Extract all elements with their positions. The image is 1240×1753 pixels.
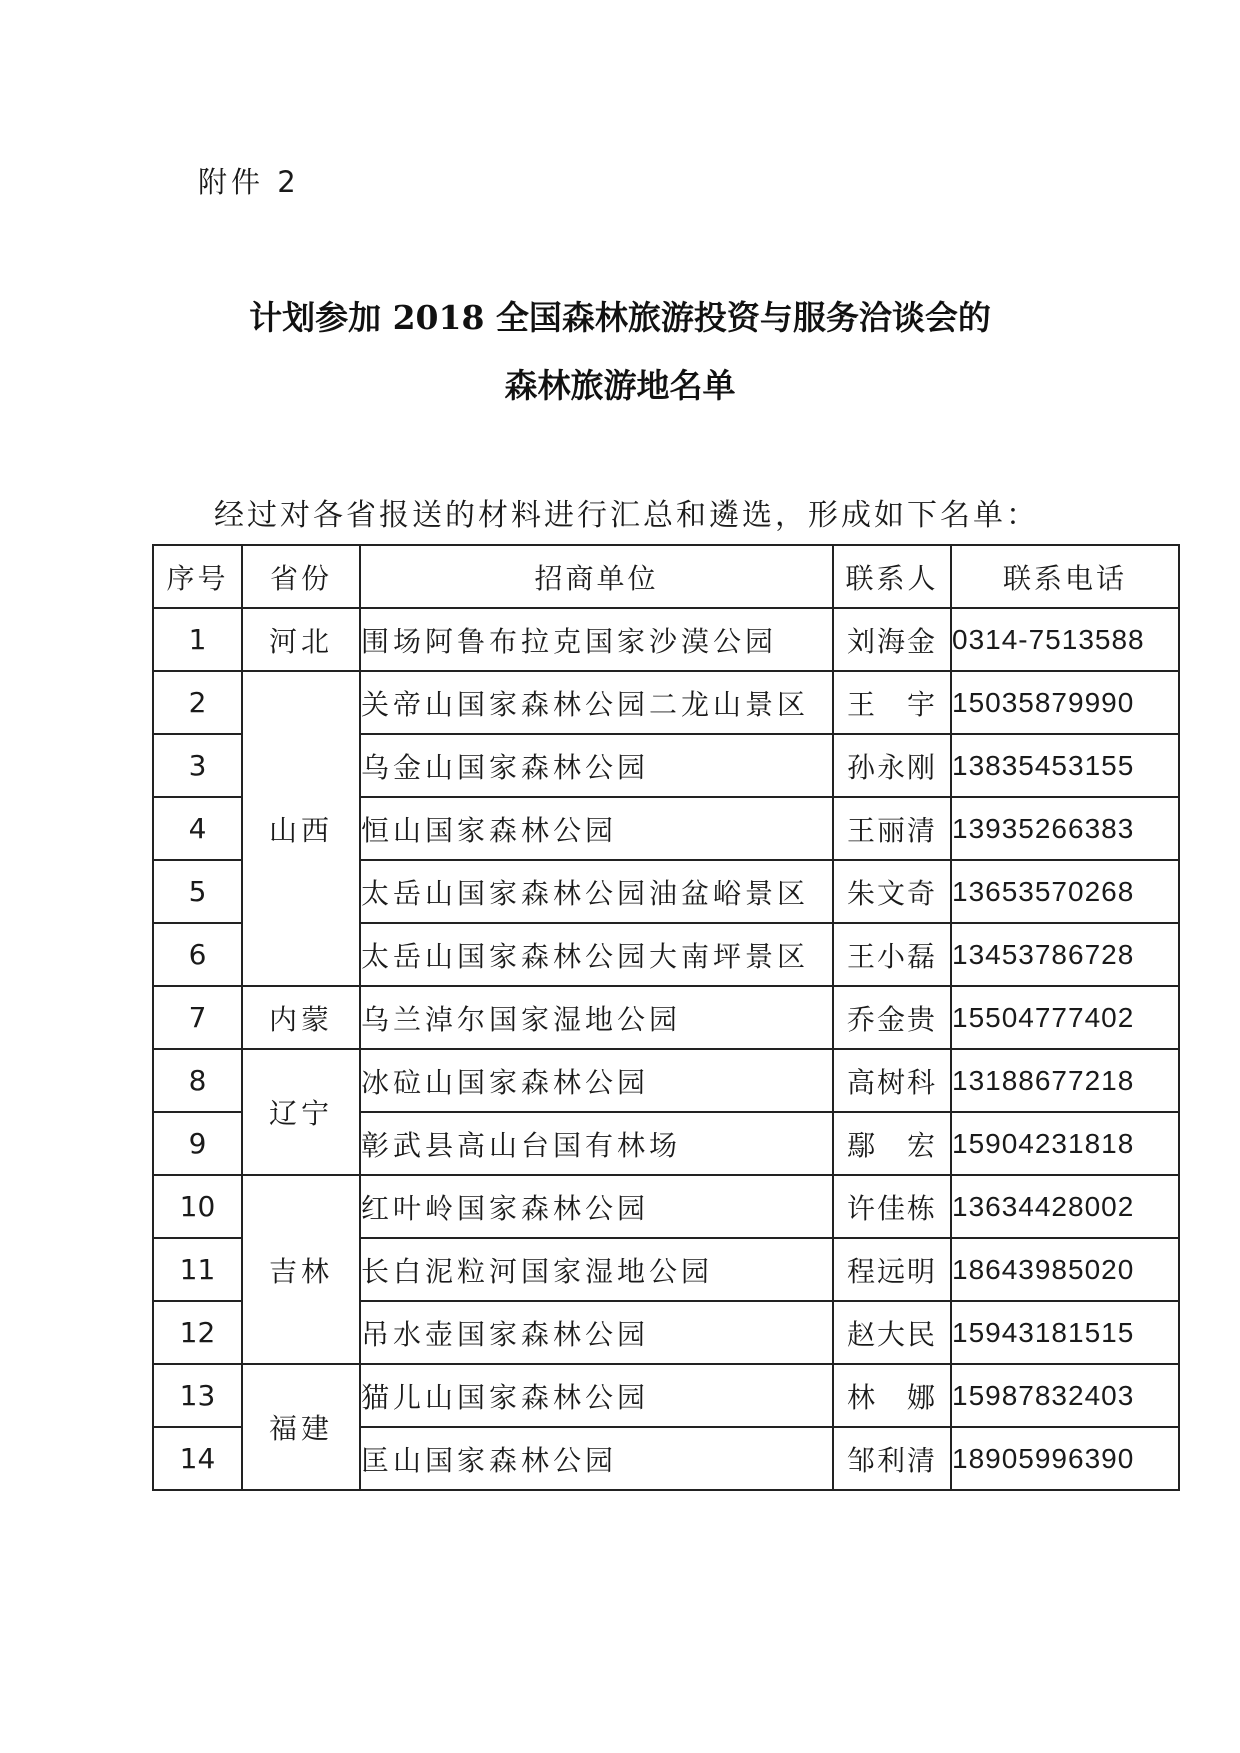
row-phone: 13188677218 <box>951 1049 1179 1112</box>
row-seq: 2 <box>153 671 242 734</box>
row-unit: 猫儿山国家森林公园 <box>360 1364 833 1427</box>
row-phone: 13935266383 <box>951 797 1179 860</box>
row-unit: 围场阿鲁布拉克国家沙漠公园 <box>360 608 833 671</box>
row-phone: 0314-7513588 <box>951 608 1179 671</box>
row-phone: 15904231818 <box>951 1112 1179 1175</box>
table-row <box>153 1049 1179 1112</box>
row-unit: 红叶岭国家森林公园 <box>360 1175 833 1238</box>
header-contact: 联系人 <box>833 545 951 608</box>
province-cell: 山西 <box>242 671 360 986</box>
row-seq: 13 <box>153 1364 242 1427</box>
table-row <box>153 986 1179 1049</box>
row-phone: 15987832403 <box>951 1364 1179 1427</box>
header-seq: 序号 <box>153 545 242 608</box>
table-row <box>153 1175 1179 1238</box>
row-contact: 林 娜 <box>833 1364 951 1427</box>
row-seq: 12 <box>153 1301 242 1364</box>
row-unit: 太岳山国家森林公园大南坪景区 <box>360 923 833 986</box>
row-contact: 许佳栋 <box>833 1175 951 1238</box>
row-unit: 长白泥粒河国家湿地公园 <box>360 1238 833 1301</box>
header-unit: 招商单位 <box>360 545 833 608</box>
row-contact: 邹利清 <box>833 1427 951 1490</box>
province-cell: 河北 <box>242 608 360 671</box>
row-seq: 7 <box>153 986 242 1049</box>
row-contact: 鄢 宏 <box>833 1112 951 1175</box>
row-phone: 13835453155 <box>951 734 1179 797</box>
row-unit: 乌金山国家森林公园 <box>360 734 833 797</box>
row-contact: 王小磊 <box>833 923 951 986</box>
row-phone: 13453786728 <box>951 923 1179 986</box>
row-seq: 11 <box>153 1238 242 1301</box>
row-seq: 14 <box>153 1427 242 1490</box>
province-cell: 福建 <box>242 1364 360 1490</box>
province-cell: 吉林 <box>242 1175 360 1364</box>
header-province: 省份 <box>242 545 360 608</box>
row-seq: 6 <box>153 923 242 986</box>
header-phone: 联系电话 <box>951 545 1179 608</box>
row-unit: 彰武县高山台国有林场 <box>360 1112 833 1175</box>
province-cell: 辽宁 <box>242 1049 360 1175</box>
row-unit: 冰砬山国家森林公园 <box>360 1049 833 1112</box>
row-unit: 关帝山国家森林公园二龙山景区 <box>360 671 833 734</box>
row-contact: 朱文奇 <box>833 860 951 923</box>
row-contact: 高树科 <box>833 1049 951 1112</box>
row-unit: 太岳山国家森林公园油盆峪景区 <box>360 860 833 923</box>
attachment-label: 附件 2 <box>198 165 300 199</box>
row-unit: 吊水壶国家森林公园 <box>360 1301 833 1364</box>
intro-paragraph: 经过对各省报送的材料进行汇总和遴选，形成如下名单： <box>214 498 1039 533</box>
row-seq: 10 <box>153 1175 242 1238</box>
page-title-line-1: 计划参加 2018 全国森林旅游投资与服务洽谈会的 <box>249 298 991 337</box>
row-contact: 刘海金 <box>833 608 951 671</box>
row-unit: 匡山国家森林公园 <box>360 1427 833 1490</box>
table-header-row <box>153 545 1179 608</box>
destination-table <box>152 544 1180 1491</box>
row-contact: 王丽清 <box>833 797 951 860</box>
row-phone: 18905996390 <box>951 1427 1179 1490</box>
row-contact: 乔金贵 <box>833 986 951 1049</box>
table-row <box>153 671 1179 734</box>
row-phone: 13653570268 <box>951 860 1179 923</box>
page-title-line-2: 森林旅游地名单 <box>504 366 736 405</box>
row-seq: 1 <box>153 608 242 671</box>
row-phone: 15035879990 <box>951 671 1179 734</box>
row-seq: 4 <box>153 797 242 860</box>
row-seq: 3 <box>153 734 242 797</box>
province-cell: 内蒙 <box>242 986 360 1049</box>
row-unit: 乌兰淖尔国家湿地公园 <box>360 986 833 1049</box>
row-contact: 赵大民 <box>833 1301 951 1364</box>
row-phone: 13634428002 <box>951 1175 1179 1238</box>
row-phone: 15943181515 <box>951 1301 1179 1364</box>
row-seq: 5 <box>153 860 242 923</box>
table-row <box>153 1364 1179 1427</box>
row-contact: 程远明 <box>833 1238 951 1301</box>
row-contact: 孙永刚 <box>833 734 951 797</box>
row-contact: 王 宇 <box>833 671 951 734</box>
row-phone: 15504777402 <box>951 986 1179 1049</box>
row-unit: 恒山国家森林公园 <box>360 797 833 860</box>
row-phone: 18643985020 <box>951 1238 1179 1301</box>
table-row <box>153 608 1179 671</box>
row-seq: 8 <box>153 1049 242 1112</box>
row-seq: 9 <box>153 1112 242 1175</box>
